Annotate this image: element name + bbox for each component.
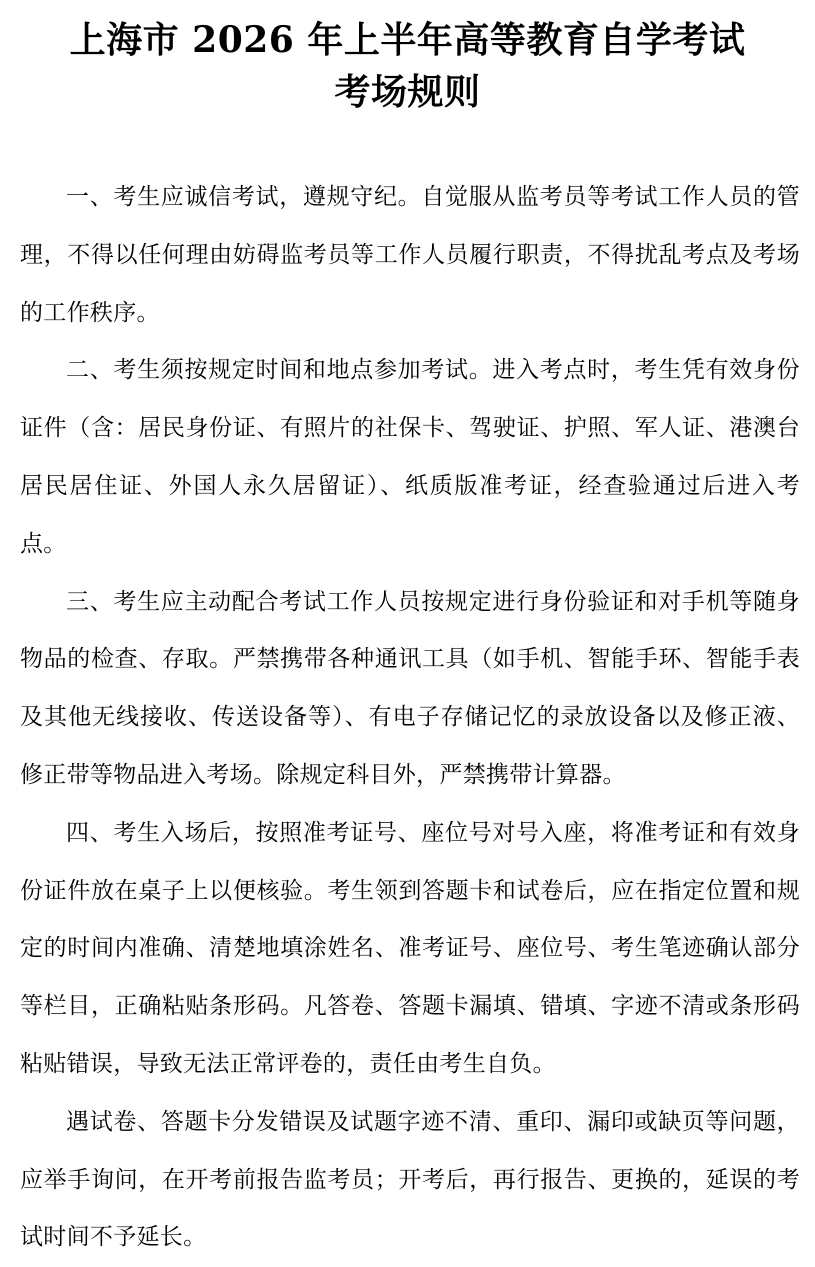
rule-paragraph-4: 四、考生入场后，按照准考证号、座位号对号入座，将准考证和有效身份证件放在桌子上以便核验。考生领到答题卡和试卷后，应在指定位置和规定的时间内准确、清楚地填涂姓名、准考证号、座位号、考生笔迹确认部分等栏目，正确粘贴条形码。凡答卷、答题卡漏填、错填、字迹不清或条形码粘贴错误，导致无法正常评卷的，责任由考生自负。 [20, 819, 800, 1077]
document-subtitle: 考场规则 [334, 71, 481, 113]
rule-paragraph-2: 二、考生须按规定时间和地点参加考试。进入考点时，考生凭有效身份证件（含：居民身份证、有照片的社保卡、驾驶证、护照、军人证、港澳台居民居住证、外国人永久居留证）、纸质版准考证，经查验通过后进入考点。 [20, 357, 800, 557]
document-title: 上海市 2026 年上半年高等教育自学考试 [69, 19, 746, 61]
rule-paragraph-5: 遇试卷、答题卡分发错误及试题字迹不清、重印、漏印或缺页等问题，应举手询问，在开考前报告监考员；开考后，再行报告、更换的，延误的考试时间不予延长。 [20, 1108, 800, 1251]
document-body [20, 169, 800, 1267]
rule-paragraph-3: 三、考生应主动配合考试工作人员按规定进行身份验证和对手机等随身物品的检查、存取。严禁携带各种通讯工具（如手机、智能手环、智能手表及其他无线接收、传送设备等）、有电子存储记忆的录放设备以及修正液、修正带等物品进入考场。除规定科目外，严禁携带计算器。 [20, 588, 800, 788]
rule-paragraph-1: 一、考生应诚信考试，遵规守纪。自觉服从监考员等考试工作人员的管理，不得以任何理由妨碍监考员等工作人员履行职责，不得扰乱考点及考场的工作秩序。 [20, 184, 800, 326]
